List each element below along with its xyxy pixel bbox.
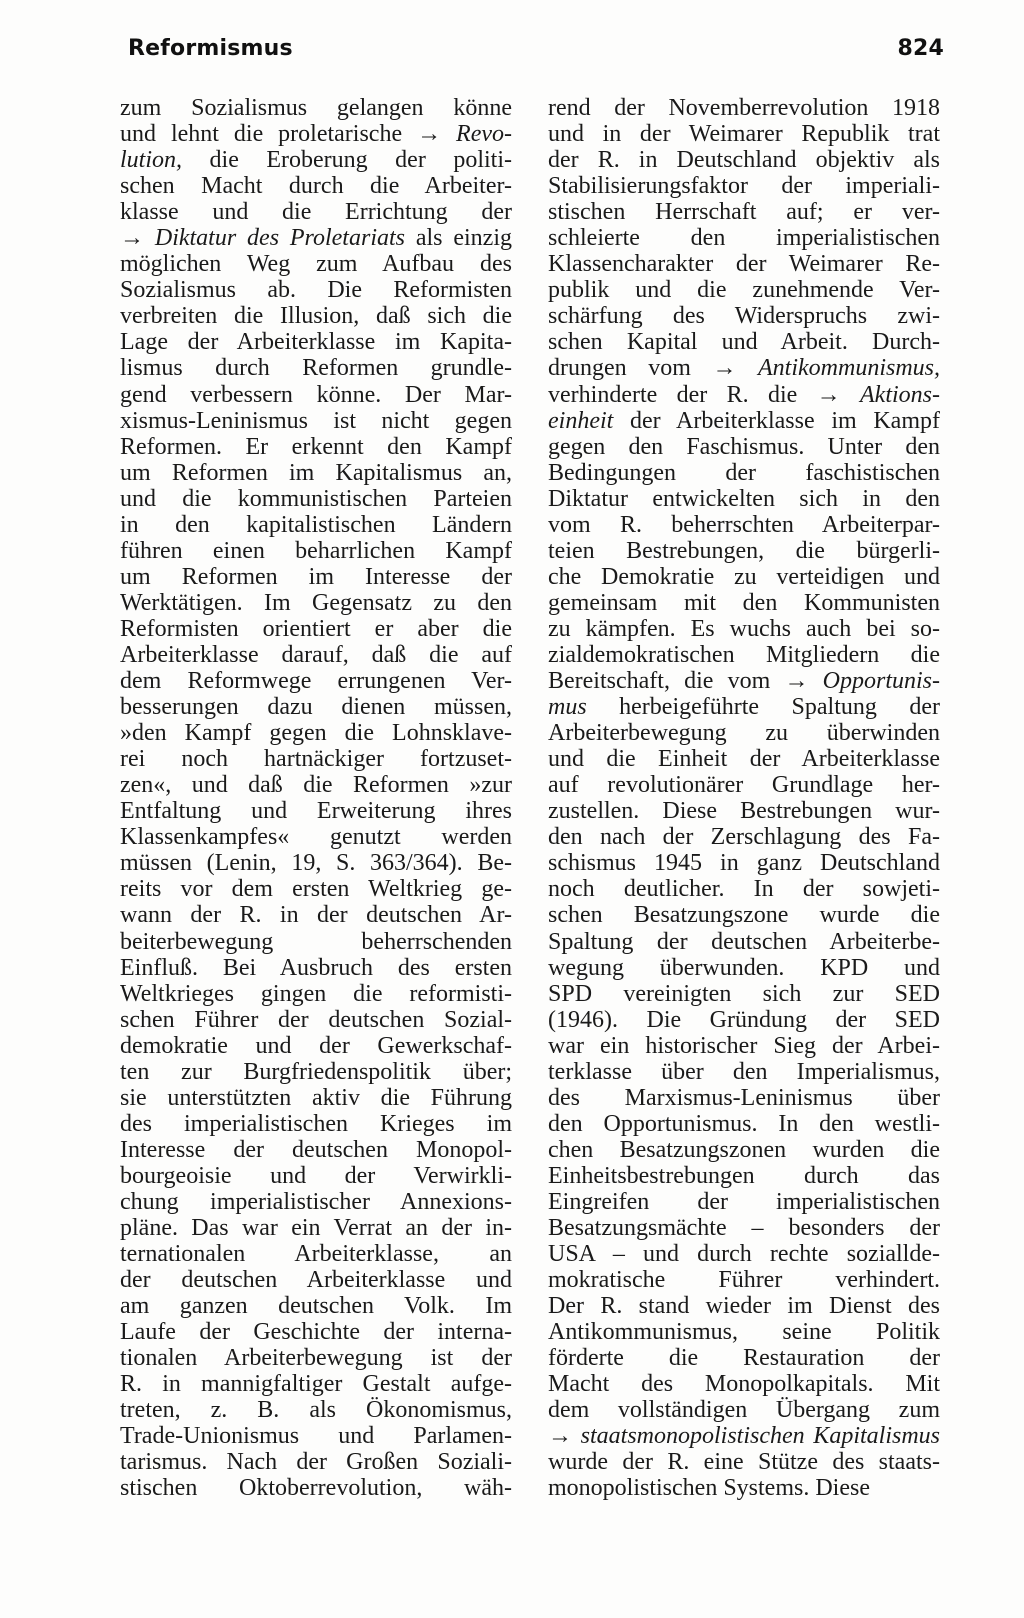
text-line	[548, 1319, 940, 1345]
text-run: verbreiten die Illusion, daß sich die	[120, 303, 512, 330]
italic-cross-reference: Diktatur des Proletariats	[154, 225, 405, 252]
text-column-left	[120, 95, 512, 1502]
text-line	[120, 1189, 512, 1215]
text-run: ten zur Burgfriedenspolitik über;	[120, 1058, 512, 1085]
text-line	[120, 303, 512, 329]
text-line	[548, 1423, 940, 1449]
text-line	[548, 121, 940, 147]
text-run: dem vollständigen Übergang zum	[548, 1397, 940, 1424]
text-line	[548, 642, 940, 668]
text-line	[548, 1397, 940, 1423]
text-line	[120, 902, 512, 928]
text-line	[120, 616, 512, 642]
text-run: USA – und durch rechte soziallde-	[548, 1241, 940, 1268]
text-run: gegen den Faschismus. Unter den	[548, 433, 940, 460]
text-run: stischen Oktoberrevolution, wäh-	[120, 1475, 512, 1502]
text-run: Werktätigen. Im Gegensatz zu den	[120, 589, 512, 616]
text-run: zen«, und daß die Reformen »zur	[120, 772, 512, 799]
text-line	[548, 1059, 940, 1085]
text-run: »den Kampf gegen die Lohnsklave-	[120, 720, 512, 747]
text-line	[548, 1293, 940, 1319]
text-line	[120, 876, 512, 902]
italic-cross-reference: Aktions-	[860, 381, 940, 408]
text-run: gend verbessern könne. Der Mar-	[120, 381, 512, 408]
text-run: xismus-Leninismus ist nicht gegen	[120, 407, 512, 434]
text-line	[120, 434, 512, 460]
text-run: der R. in Deutschland objektiv als	[548, 147, 940, 174]
text-line	[120, 1163, 512, 1189]
text-line	[548, 1475, 940, 1501]
text-line	[120, 512, 512, 538]
text-line	[548, 329, 940, 355]
text-line	[548, 173, 940, 199]
text-line	[548, 486, 940, 512]
text-line	[120, 590, 512, 616]
text-line	[120, 382, 512, 408]
text-run: Stabilisierungsfaktor der imperiali-	[548, 173, 940, 200]
text-line	[120, 1345, 512, 1371]
text-line	[548, 538, 940, 564]
text-run: treten, z. B. als Ökonomismus,	[120, 1397, 512, 1424]
text-run: Besatzungsmächte – besonders der	[548, 1215, 940, 1242]
text-run: wegung überwunden. KPD und	[548, 954, 940, 981]
italic-cross-reference: lution,	[120, 147, 183, 174]
text-line	[120, 329, 512, 355]
text-run: am ganzen deutschen Volk. Im	[120, 1293, 512, 1320]
text-run: wann der R. in der deutschen Ar-	[120, 902, 512, 929]
text-line	[548, 1345, 940, 1371]
text-run: zialdemokratischen Mitgliedern die	[548, 641, 940, 668]
text-run: noch deutlicher. In der sowjeti-	[548, 876, 940, 903]
text-line	[120, 772, 512, 798]
text-line	[548, 460, 940, 486]
text-line	[548, 1215, 940, 1241]
italic-cross-reference: Antikommunismus,	[758, 355, 940, 382]
text-run: führen einen beharrlichen Kampf	[120, 537, 512, 564]
text-line	[120, 1085, 512, 1111]
text-run: herbeigeführte Spaltung der	[586, 694, 940, 721]
text-run: der deutschen Arbeiterklasse und	[120, 1267, 512, 1294]
text-run: →	[548, 1423, 581, 1450]
text-line	[120, 538, 512, 564]
text-line	[548, 1241, 940, 1267]
text-run: R. in mannigfaltiger Gestalt aufge-	[120, 1371, 512, 1398]
text-line	[120, 121, 512, 147]
text-line	[120, 929, 512, 955]
text-run: ternationalen Arbeiterklasse, an	[120, 1241, 512, 1268]
text-run: teien Bestrebungen, die bürgerli-	[548, 537, 940, 564]
text-line	[548, 1085, 940, 1111]
text-run: monopolistischen Systems. Diese	[548, 1475, 870, 1502]
text-run: und die kommunistischen Parteien	[120, 485, 512, 512]
text-line	[548, 564, 940, 590]
text-run: stischen Herrschaft auf; er ver-	[548, 199, 940, 226]
text-run: bourgeoisie und der Verwirkli-	[120, 1162, 512, 1189]
text-line	[548, 1267, 940, 1293]
text-line	[120, 147, 512, 173]
text-run: vom R. beherrschten Arbeiterpar-	[548, 511, 940, 538]
text-line	[548, 355, 940, 381]
text-line	[120, 798, 512, 824]
text-line	[548, 303, 940, 329]
italic-cross-reference: staatsmonopolistischen Kapitalismus	[580, 1423, 940, 1450]
text-run: wurde der R. eine Stütze des staats-	[548, 1449, 940, 1476]
text-line	[548, 981, 940, 1007]
text-run: terklasse über den Imperialismus,	[548, 1058, 940, 1085]
text-line	[548, 1449, 940, 1475]
text-run: den Opportunismus. In den westli-	[548, 1110, 940, 1137]
text-run: publik und die zunehmende Ver-	[548, 277, 940, 304]
text-line	[548, 1371, 940, 1397]
text-run: Antikommunismus, seine Politik	[548, 1319, 940, 1346]
text-run: Entfaltung und Erweiterung ihres	[120, 798, 512, 825]
text-line	[548, 225, 940, 251]
text-line	[548, 850, 940, 876]
italic-cross-reference: Opportunis-	[822, 668, 940, 695]
text-run: Spaltung der deutschen Arbeiterbe-	[548, 928, 940, 955]
text-run: zu kämpfen. Es wuchs auch bei so-	[548, 615, 940, 642]
text-run: schen Besatzungszone wurde die	[548, 902, 940, 929]
text-run: (1946). Die Gründung der SED	[548, 1006, 940, 1033]
text-run: sie unterstützten aktiv die Führung	[120, 1084, 512, 1111]
text-line	[548, 772, 940, 798]
text-line	[548, 1111, 940, 1137]
text-run: tionalen Arbeiterbewegung ist der	[120, 1345, 512, 1372]
text-run: beiterbewegung beherrschenden	[120, 928, 512, 955]
italic-cross-reference: Revo-	[456, 121, 512, 148]
text-line	[548, 382, 940, 408]
text-run: Diktatur entwickelten sich in den	[548, 485, 940, 512]
text-line	[120, 850, 512, 876]
running-head-title: Reformismus	[128, 36, 293, 61]
text-line	[120, 1241, 512, 1267]
text-run: dem Reformwege errungenen Ver-	[120, 668, 512, 695]
text-line	[548, 824, 940, 850]
text-line	[120, 694, 512, 720]
text-line	[120, 1059, 512, 1085]
text-run: Arbeiterbewegung zu überwinden	[548, 720, 940, 747]
text-line	[120, 95, 512, 121]
text-line	[120, 824, 512, 850]
text-line	[548, 668, 940, 694]
text-run: Sozialismus ab. Die Reformisten	[120, 277, 512, 304]
text-line	[120, 355, 512, 381]
text-line	[120, 642, 512, 668]
text-run: pläne. Das war ein Verrat an der in-	[120, 1215, 512, 1242]
text-run: lismus durch Reformen grundle-	[120, 355, 512, 382]
italic-cross-reference: einheit	[548, 407, 614, 434]
text-run: gemeinsam mit den Kommunisten	[548, 589, 940, 616]
text-run: die Eroberung der politi-	[182, 147, 512, 174]
text-run: chen Besatzungszonen wurden die	[548, 1136, 940, 1163]
text-run: des imperialistischen Krieges im	[120, 1110, 512, 1137]
text-line	[548, 955, 940, 981]
text-line	[120, 1137, 512, 1163]
text-run: Reformisten orientiert er aber die	[120, 615, 512, 642]
text-run: Bedingungen der faschistischen	[548, 459, 940, 486]
text-run: zustellen. Diese Bestrebungen wur-	[548, 798, 940, 825]
text-run: förderte die Restauration der	[548, 1345, 940, 1372]
text-line	[120, 1319, 512, 1345]
text-line	[120, 668, 512, 694]
text-line	[120, 1033, 512, 1059]
text-run: SPD vereinigten sich zur SED	[548, 980, 940, 1007]
text-line	[548, 512, 940, 538]
text-run: rend der Novemberrevolution 1918	[548, 95, 940, 121]
text-line	[548, 798, 940, 824]
text-run: auf revolutionärer Grundlage her-	[548, 772, 940, 799]
text-run: Macht des Monopolkapitals. Mit	[548, 1371, 940, 1398]
text-run: Reformen. Er erkennt den Kampf	[120, 433, 512, 460]
text-line	[120, 1475, 512, 1501]
text-line	[548, 1189, 940, 1215]
text-run: Einfluß. Bei Ausbruch des ersten	[120, 954, 512, 981]
text-line	[548, 251, 940, 277]
text-line	[548, 199, 940, 225]
text-line	[548, 590, 940, 616]
text-line	[120, 1449, 512, 1475]
text-run: Weltkrieges gingen die reformisti-	[120, 980, 512, 1007]
text-run: und in der Weimarer Republik trat	[548, 121, 940, 148]
text-run: Arbeiterklasse darauf, daß die auf	[120, 641, 512, 668]
text-run: drungen vom →	[548, 355, 758, 382]
text-line	[120, 225, 512, 251]
text-line	[120, 564, 512, 590]
text-run: tarismus. Nach der Großen Soziali-	[120, 1449, 512, 1476]
text-line	[120, 720, 512, 746]
text-line	[548, 694, 940, 720]
text-line	[548, 1163, 940, 1189]
text-run: müssen (Lenin, 19, S. 363/364). Be-	[120, 850, 512, 877]
text-run: schen Macht durch die Arbeiter-	[120, 173, 512, 200]
italic-cross-reference: mus	[548, 694, 587, 721]
text-line	[120, 1371, 512, 1397]
text-line	[548, 746, 940, 772]
text-run: schen Führer der deutschen Sozial-	[120, 1006, 512, 1033]
text-line	[548, 147, 940, 173]
text-run: und lehnt die proletarische →	[120, 121, 457, 148]
text-run: che Demokratie zu verteidigen und	[548, 563, 940, 590]
text-run: schen Kapital und Arbeit. Durch-	[548, 329, 940, 356]
text-line	[120, 1267, 512, 1293]
text-run: rei noch hartnäckiger fortzuset-	[120, 746, 512, 773]
text-run: der Arbeiterklasse im Kampf	[613, 407, 940, 434]
text-run: mokratische Führer verhindert.	[548, 1267, 940, 1294]
text-run: Eingreifen der imperialistischen	[548, 1188, 940, 1215]
text-line	[548, 720, 940, 746]
text-line	[120, 746, 512, 772]
text-run: Lage der Arbeiterklasse im Kapita-	[120, 329, 512, 356]
text-run: und die Einheit der Arbeiterklasse	[548, 746, 940, 773]
text-run: Laufe der Geschichte der interna-	[120, 1319, 512, 1346]
text-line	[120, 408, 512, 434]
text-line	[120, 277, 512, 303]
text-run: Klassenkampfes« genutzt werden	[120, 824, 512, 851]
text-column-right	[548, 95, 940, 1502]
text-line	[120, 1397, 512, 1423]
text-run: demokratie und der Gewerkschaf-	[120, 1032, 512, 1059]
text-line	[120, 1215, 512, 1241]
text-run: Trade-Unionismus und Parlamen-	[120, 1423, 512, 1450]
text-run: war ein historischer Sieg der Arbei-	[548, 1032, 940, 1059]
text-run: chung imperialistischer Annexions-	[120, 1188, 512, 1215]
text-line	[548, 616, 940, 642]
text-line	[548, 1137, 940, 1163]
text-line	[548, 929, 940, 955]
text-run: um Reformen im Interesse der	[120, 563, 512, 590]
text-run: zum Sozialismus gelangen könne	[120, 95, 512, 121]
text-run: Einheitsbestrebungen durch das	[548, 1162, 940, 1189]
text-line	[548, 876, 940, 902]
text-line	[548, 902, 940, 928]
text-line	[120, 981, 512, 1007]
text-run: schärfung des Widerspruchs zwi-	[548, 303, 940, 330]
text-run: reits vor dem ersten Weltkrieg ge-	[120, 876, 512, 903]
text-run: als einzig	[405, 225, 513, 252]
text-run: Bereitschaft, die vom →	[548, 668, 823, 695]
text-run: schismus 1945 in ganz Deutschland	[548, 850, 940, 877]
text-line	[548, 277, 940, 303]
text-line	[120, 251, 512, 277]
text-run: Klassencharakter der Weimarer Re-	[548, 251, 940, 278]
text-run: klasse und die Errichtung der	[120, 199, 512, 226]
text-line	[120, 955, 512, 981]
page-number: 824	[897, 36, 944, 61]
text-line	[548, 434, 940, 460]
text-line	[120, 486, 512, 512]
text-line	[120, 199, 512, 225]
text-run: Der R. stand wieder im Dienst des	[548, 1293, 940, 1320]
text-run: verhinderte der R. die →	[548, 381, 861, 408]
text-run: in den kapitalistischen Ländern	[120, 511, 512, 538]
text-line	[548, 1007, 940, 1033]
text-run: möglichen Weg zum Aufbau des	[120, 251, 512, 278]
text-line	[120, 1007, 512, 1033]
text-line	[548, 408, 940, 434]
text-run: Interesse der deutschen Monopol-	[120, 1136, 512, 1163]
text-line	[120, 460, 512, 486]
text-run: des Marxismus-Leninismus über	[548, 1084, 940, 1111]
text-run: →	[120, 225, 155, 252]
text-line	[120, 173, 512, 199]
text-run: den nach der Zerschlagung des Fa-	[548, 824, 940, 851]
text-line	[120, 1423, 512, 1449]
text-run: um Reformen im Kapitalismus an,	[120, 459, 512, 486]
text-line	[548, 1033, 940, 1059]
text-line	[120, 1111, 512, 1137]
text-line	[120, 1293, 512, 1319]
text-line	[548, 95, 940, 121]
text-run: besserungen dazu dienen müssen,	[120, 694, 512, 721]
text-run: schleierte den imperialistischen	[548, 225, 940, 252]
